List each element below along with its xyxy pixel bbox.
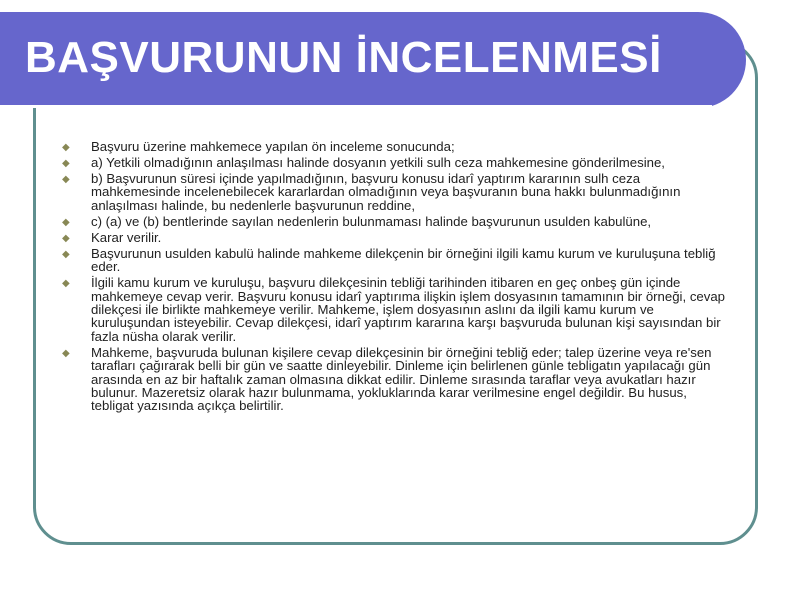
bullet-text: İlgili kamu kurum ve kuruluşu, başvuru dilekçesinin tebliği tarihinden itibaren en geç onbeş gün içinde mahkemeye cevap verir. Başvuru konusu idarî yaptırıma ilişkin işlem dosyasının tamamının bir örneği, cevap dilekçesi ile birlikte mahkemeye verilir. Mahkeme, işlem dosyasının aslını da ilgili kamu kurum ve kuruluşundan isteyebilir. Cevap dilekçesi, idarî yaptırım kararına karşı başvuruda bulunan kişi sayısından bir fazla nüsha olarak verilir. (91, 275, 726, 344)
bullet-diamond-icon: ◆ (62, 174, 70, 185)
bullet-item (62, 247, 730, 274)
bullet-list (62, 140, 730, 415)
bullet-item (62, 276, 730, 343)
bullet-text: Başvurunun usulden kabulü halinde mahkeme dilekçenin bir örneğini ilgili kamu kurum ve kuruluşuna tebliğ eder. (91, 245, 716, 275)
bullet-item (62, 215, 730, 228)
bullet-diamond-icon: ◆ (62, 347, 70, 359)
bullet-diamond-icon: ◆ (62, 142, 70, 153)
bullet-diamond-icon: ◆ (62, 216, 70, 228)
bullet-item (62, 140, 730, 153)
bullet-diamond-icon: ◆ (62, 158, 70, 169)
bullet-diamond-icon: ◆ (62, 248, 70, 260)
bullet-item (62, 346, 730, 413)
bullet-item (62, 156, 730, 169)
bullet-text: Başvuru üzerine mahkemece yapılan ön inceleme sonucunda; (91, 139, 455, 154)
bullet-text: Mahkeme, başvuruda bulunan kişilere cevap dilekçesinin bir örneğini tebliğ eder; talep üzerine veya re'sen tarafları çağırarak belli bir gün ve saatte dinleyebilir. Dinleme için belirlenen günle tebligatın yapılacağı gün arasında en az bir haftalık zaman olmasına dikkat edilir. Dinleme sırasında taraflar veya avukatları hazır bulunur. Mazeretsiz olarak hazır bulunmama, yokluklarında karar verilmesine engel değildir. Bu husus, tebligat yazısında açıkça belirtilir. (91, 344, 712, 414)
bullet-item (62, 172, 730, 212)
bullet-text: c) (a) ve (b) bentlerinde sayılan nedenlerin bulunmaması halinde başvurunun usulden kabulüne, (91, 213, 652, 229)
bullet-diamond-icon: ◆ (62, 278, 70, 290)
bullet-text: b) Başvurunun süresi içinde yapılmadığının, başvuru konusu idarî yaptırım kararının sulh ceza mahkemesinde incelenebilecek kararlardan olmadığının veya başvuranın buna hakkı bulunmadığının anlaşılması halinde, bu nedenlerle başvurunun reddine, (91, 171, 681, 213)
title-underline (0, 105, 712, 108)
bullet-text: a) Yetkili olmadığının anlaşılması halinde dosyanın yetkili sulh ceza mahkemesine gönderilmesine, (91, 155, 665, 170)
bullet-item (62, 231, 730, 244)
bullet-text: Karar verilir. (91, 229, 162, 245)
bullet-diamond-icon: ◆ (62, 232, 70, 244)
slide-title: BAŞVURUNUN İNCELENMESİ (25, 33, 662, 82)
